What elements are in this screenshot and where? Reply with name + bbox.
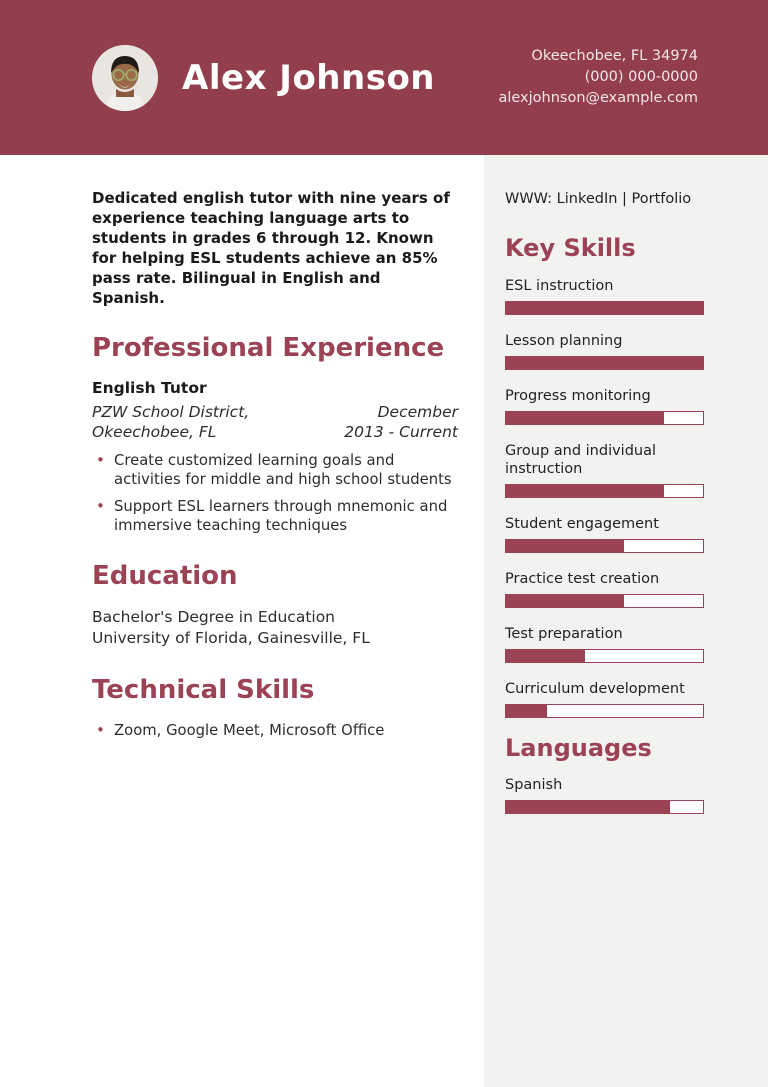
technical-skills-list (92, 721, 458, 740)
education-school: University of Florida, Gainesville, FL (92, 628, 370, 647)
language-item (505, 776, 704, 814)
skill-label: Student engagement (505, 515, 659, 532)
skill-label: Progress monitoring (505, 387, 651, 404)
skill-item (505, 570, 704, 608)
skill-bar-fill (506, 705, 547, 717)
skill-item (505, 442, 704, 498)
skill-label: Group and individual instruction (505, 442, 657, 477)
education-degree: Bachelor's Degree in Education (92, 607, 336, 626)
skill-label: Test preparation (505, 625, 623, 642)
key-skills-heading: Key Skills (505, 234, 636, 262)
skill-bar (505, 301, 704, 315)
job-date-line2: 2013 - Current (344, 422, 458, 441)
summary-text: Dedicated english tutor with nine years of experience teaching language arts to students in grades 6 through 12. Known for helping ESL students achieve an 85% pass rate. Bilingual in English and Spanish. (92, 189, 450, 307)
job-company-line2: Okeechobee, FL (92, 422, 217, 441)
skill-bar-fill (506, 540, 624, 552)
skill-label: Curriculum development (505, 680, 685, 697)
job-entry (92, 379, 458, 535)
technical-skills-heading: Technical Skills (92, 674, 315, 705)
skill-bar-fill (506, 412, 664, 424)
language-bar-fill (506, 801, 670, 813)
skill-bar (505, 704, 704, 718)
job-bullet-list (92, 451, 458, 535)
education-entry (92, 607, 458, 649)
technical-skill-bullet: • Zoom, Google Meet, Microsoft Office (92, 721, 458, 740)
skill-item (505, 680, 704, 718)
skill-bar-fill (506, 650, 585, 662)
skill-bar (505, 356, 704, 370)
job-bullet: • Create customized learning goals and activities for middle and high school students (92, 451, 458, 489)
job-title: English Tutor (92, 378, 207, 397)
skill-bar (505, 649, 704, 663)
skill-bar (505, 484, 704, 498)
header (0, 0, 768, 155)
skill-bar-fill (506, 485, 664, 497)
contact-phone: (000) 000-0000 (584, 69, 698, 85)
skill-bar-fill (506, 302, 703, 314)
job-meta (92, 402, 458, 442)
skill-bar (505, 539, 704, 553)
sidebar-column (484, 155, 768, 1087)
resume-body (0, 155, 768, 1087)
contact-block (498, 46, 698, 109)
candidate-name: Alex Johnson (182, 57, 436, 98)
skill-label: Practice test creation (505, 570, 660, 587)
person-photo-icon (92, 45, 158, 111)
contact-email: alexjohnson@example.com (498, 90, 698, 106)
skill-item (505, 277, 704, 315)
language-bar (505, 800, 704, 814)
web-links-line: WWW: LinkedIn | Portfolio (505, 191, 692, 207)
job-dates (344, 402, 458, 442)
job-company-line1: PZW School District, (92, 402, 250, 421)
skill-label: ESL instruction (505, 277, 614, 294)
skill-bar (505, 594, 704, 608)
job-date-line1: December (377, 402, 458, 421)
skill-item (505, 332, 704, 370)
skill-bar (505, 411, 704, 425)
skill-bar-fill (506, 595, 624, 607)
language-label: Spanish (505, 777, 563, 794)
job-bullet: • Support ESL learners through mnemonic and immersive teaching techniques (92, 497, 458, 535)
skill-label: Lesson planning (505, 332, 623, 349)
job-company (92, 402, 249, 442)
languages-heading: Languages (505, 733, 652, 762)
skill-item (505, 625, 704, 663)
skill-item (505, 515, 704, 553)
skill-item (505, 387, 704, 425)
skill-bar-fill (506, 357, 703, 369)
avatar (92, 45, 158, 111)
education-heading: Education (92, 560, 238, 591)
experience-heading: Professional Experience (92, 333, 445, 363)
contact-location: Okeechobee, FL 34974 (531, 48, 698, 64)
main-column (0, 155, 484, 1087)
